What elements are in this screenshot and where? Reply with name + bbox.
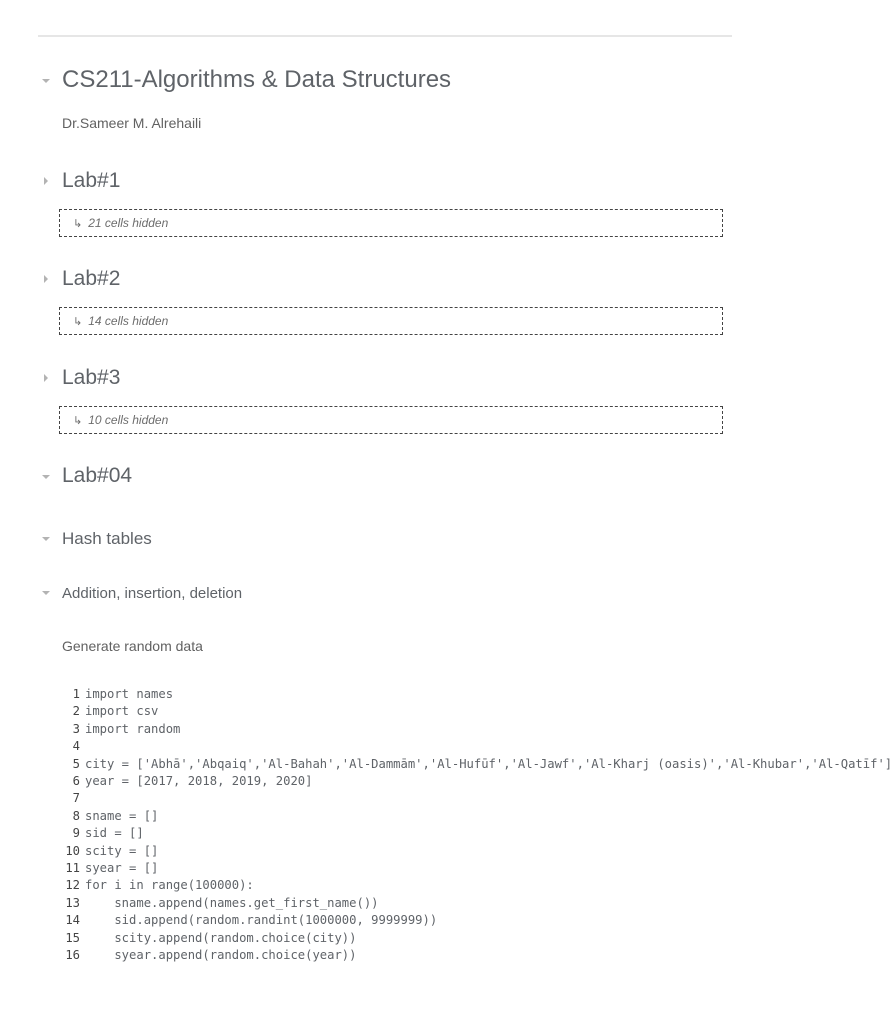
lab3-heading: Lab#3 — [62, 366, 121, 389]
code-line — [62, 790, 734, 807]
code-line — [62, 930, 734, 947]
expand-lab1-toggle-icon[interactable] — [40, 175, 52, 187]
expand-lab3-toggle-icon[interactable] — [40, 372, 52, 384]
expand-lab2-toggle-icon[interactable] — [40, 273, 52, 285]
notebook-title: CS211-Algorithms & Data Structures — [62, 66, 452, 93]
lab2-hidden-cells[interactable] — [59, 307, 723, 335]
line-number: 8 — [72, 808, 80, 823]
hidden-cells-arrow-icon: ↳ — [73, 414, 83, 427]
code-line — [62, 860, 734, 877]
code-text: scity.append(random.choice(city)) — [85, 930, 357, 945]
addition-heading: Addition, insertion, deletion — [62, 585, 243, 602]
line-number: 14 — [65, 913, 80, 928]
line-number: 12 — [65, 878, 80, 893]
lab1-heading: Lab#1 — [62, 169, 121, 192]
code-line — [62, 738, 734, 755]
hidden-cells-label: 21 cells hidden — [88, 216, 169, 230]
code-text: import csv — [85, 704, 159, 719]
line-number: 2 — [72, 704, 80, 719]
lab1-hidden-cells[interactable] — [59, 209, 723, 237]
line-number: 11 — [65, 861, 80, 876]
code-line — [62, 947, 734, 964]
code-line — [62, 843, 734, 860]
line-number: 4 — [72, 739, 80, 754]
code-text: sid.append(random.randint(1000000, 9999999)) — [85, 913, 438, 928]
line-number: 7 — [72, 791, 80, 806]
code-line — [62, 721, 734, 738]
code-line — [62, 808, 734, 825]
code-text: syear = [] — [85, 861, 159, 876]
hash-tables-heading: Hash tables — [62, 529, 152, 548]
code-line — [62, 703, 734, 720]
hidden-cells-arrow-icon: ↳ — [73, 217, 83, 230]
lab3-hidden-cells[interactable] — [59, 406, 723, 434]
code-text: sid = [] — [85, 826, 144, 841]
code-cell[interactable] — [62, 686, 892, 965]
line-number: 15 — [65, 930, 80, 945]
code-text: for i in range(100000): — [85, 878, 254, 893]
lab4-heading: Lab#04 — [62, 464, 133, 487]
line-number: 13 — [65, 895, 80, 910]
lab2-heading: Lab#2 — [62, 267, 121, 290]
code-text: sname.append(names.get_first_name()) — [85, 895, 379, 910]
line-number: 3 — [72, 721, 80, 736]
line-number: 1 — [72, 687, 80, 701]
collapse-title-toggle-icon[interactable] — [40, 75, 52, 87]
hidden-cells-label: 14 cells hidden — [88, 314, 169, 328]
author-text: Dr.Sameer M. Alrehaili — [62, 115, 202, 131]
code-line — [62, 912, 734, 929]
code-line — [62, 773, 734, 790]
code-line — [62, 756, 892, 773]
code-text: year = [2017, 2018, 2019, 2020] — [85, 774, 313, 789]
code-line — [62, 877, 734, 894]
top-divider — [38, 35, 732, 37]
code-text: city = ['Abhā','Abqaiq','Al-Bahah','Al-Dammām','Al-Hufūf','Al-Jawf','Al-Kharj (oasis)','Al-Khubar','Al-Qatīf'] — [85, 756, 892, 771]
code-line — [62, 686, 734, 703]
code-text: import random — [85, 721, 181, 736]
collapse-hash-tables-toggle-icon[interactable] — [40, 533, 52, 545]
line-number: 5 — [72, 756, 80, 771]
code-text: sname = [] — [85, 808, 159, 823]
collapse-addition-toggle-icon[interactable] — [40, 587, 52, 599]
code-line — [62, 895, 734, 912]
line-number: 6 — [72, 774, 80, 789]
hidden-cells-arrow-icon: ↳ — [73, 315, 83, 328]
code-line — [62, 825, 734, 842]
line-number: 10 — [65, 843, 80, 858]
line-number: 9 — [72, 826, 80, 841]
code-text: import names — [85, 687, 174, 701]
hidden-cells-label: 10 cells hidden — [88, 413, 169, 427]
code-text: syear.append(random.choice(year)) — [85, 948, 357, 963]
collapse-lab4-toggle-icon[interactable] — [40, 471, 52, 483]
generate-data-text: Generate random data — [62, 638, 203, 654]
line-number: 16 — [65, 948, 80, 963]
code-text: scity = [] — [85, 843, 159, 858]
